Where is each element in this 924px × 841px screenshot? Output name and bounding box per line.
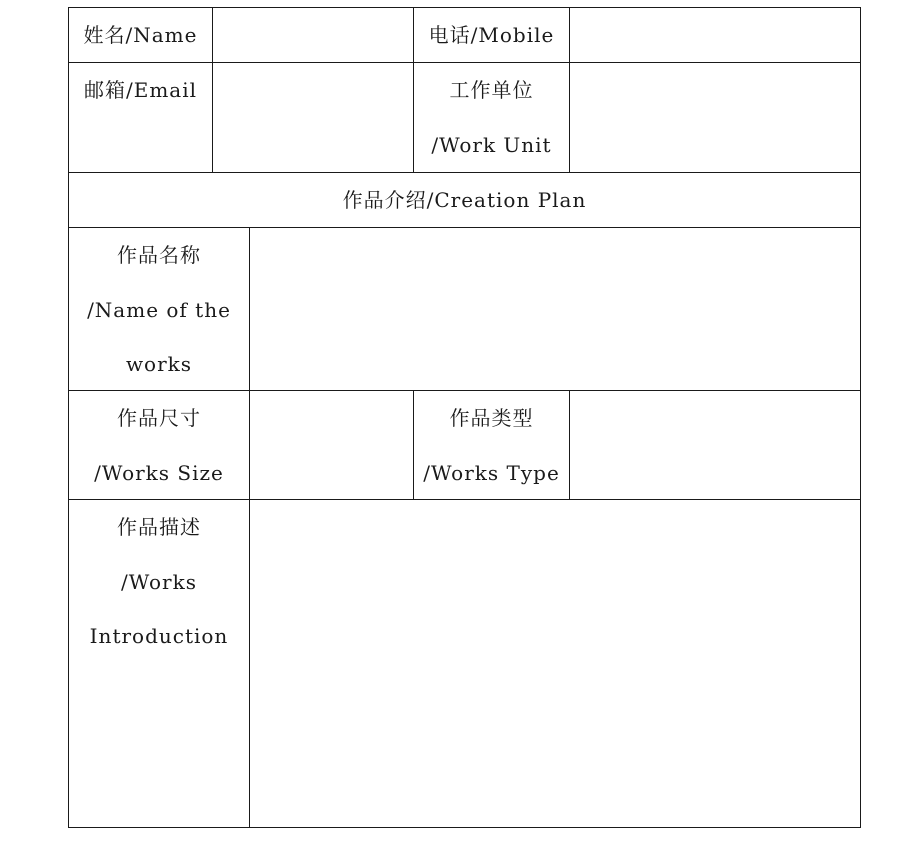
name-input[interactable] — [214, 9, 412, 61]
works-intro-label-line1: 作品描述 — [117, 515, 201, 539]
work-unit-label-line2: /Work Unit — [431, 132, 552, 157]
table-column-divider — [212, 7, 213, 173]
works-name-label-line3: works — [125, 352, 193, 376]
mobile-label-text: 电话/Mobile — [428, 23, 555, 47]
works-size-label-line2: /Works Size — [94, 460, 224, 485]
table-column-divider — [249, 227, 250, 828]
works-intro-label-line3: Introduction — [89, 624, 229, 648]
email-label-text: 邮箱/Email — [83, 78, 198, 102]
table-column-divider — [569, 390, 570, 500]
works-intro-input[interactable] — [251, 501, 859, 826]
works-name-label — [69, 228, 249, 392]
works-type-label-line1: 作品类型 — [449, 406, 534, 430]
works-size-input[interactable] — [251, 392, 412, 498]
name-label-text: 姓名/Name — [83, 23, 198, 47]
table-border-bottom — [68, 827, 861, 828]
works-type-label — [414, 391, 569, 500]
name-label — [69, 8, 212, 63]
mobile-input[interactable] — [571, 9, 859, 61]
section-title — [69, 173, 860, 228]
work-unit-label-line1: 工作单位 — [449, 78, 534, 102]
works-size-label — [69, 391, 249, 500]
works-type-label-line2: /Works Type — [423, 460, 560, 485]
works-name-input[interactable] — [251, 229, 859, 389]
works-name-label-line1: 作品名称 — [117, 243, 201, 267]
work-unit-label — [414, 63, 569, 172]
works-type-input[interactable] — [571, 392, 859, 498]
work-unit-input[interactable] — [571, 64, 859, 171]
email-label — [69, 63, 212, 118]
section-title-text: 作品介绍/Creation Plan — [342, 188, 587, 212]
works-intro-label-line2: /Works — [121, 569, 197, 594]
works-size-label-line1: 作品尺寸 — [117, 406, 201, 430]
works-name-label-line2: /Name of the — [87, 297, 231, 322]
table-border-right — [860, 7, 861, 828]
mobile-label — [414, 8, 569, 63]
email-input[interactable] — [214, 64, 412, 171]
table-column-divider — [569, 7, 570, 173]
works-intro-label — [69, 500, 249, 664]
